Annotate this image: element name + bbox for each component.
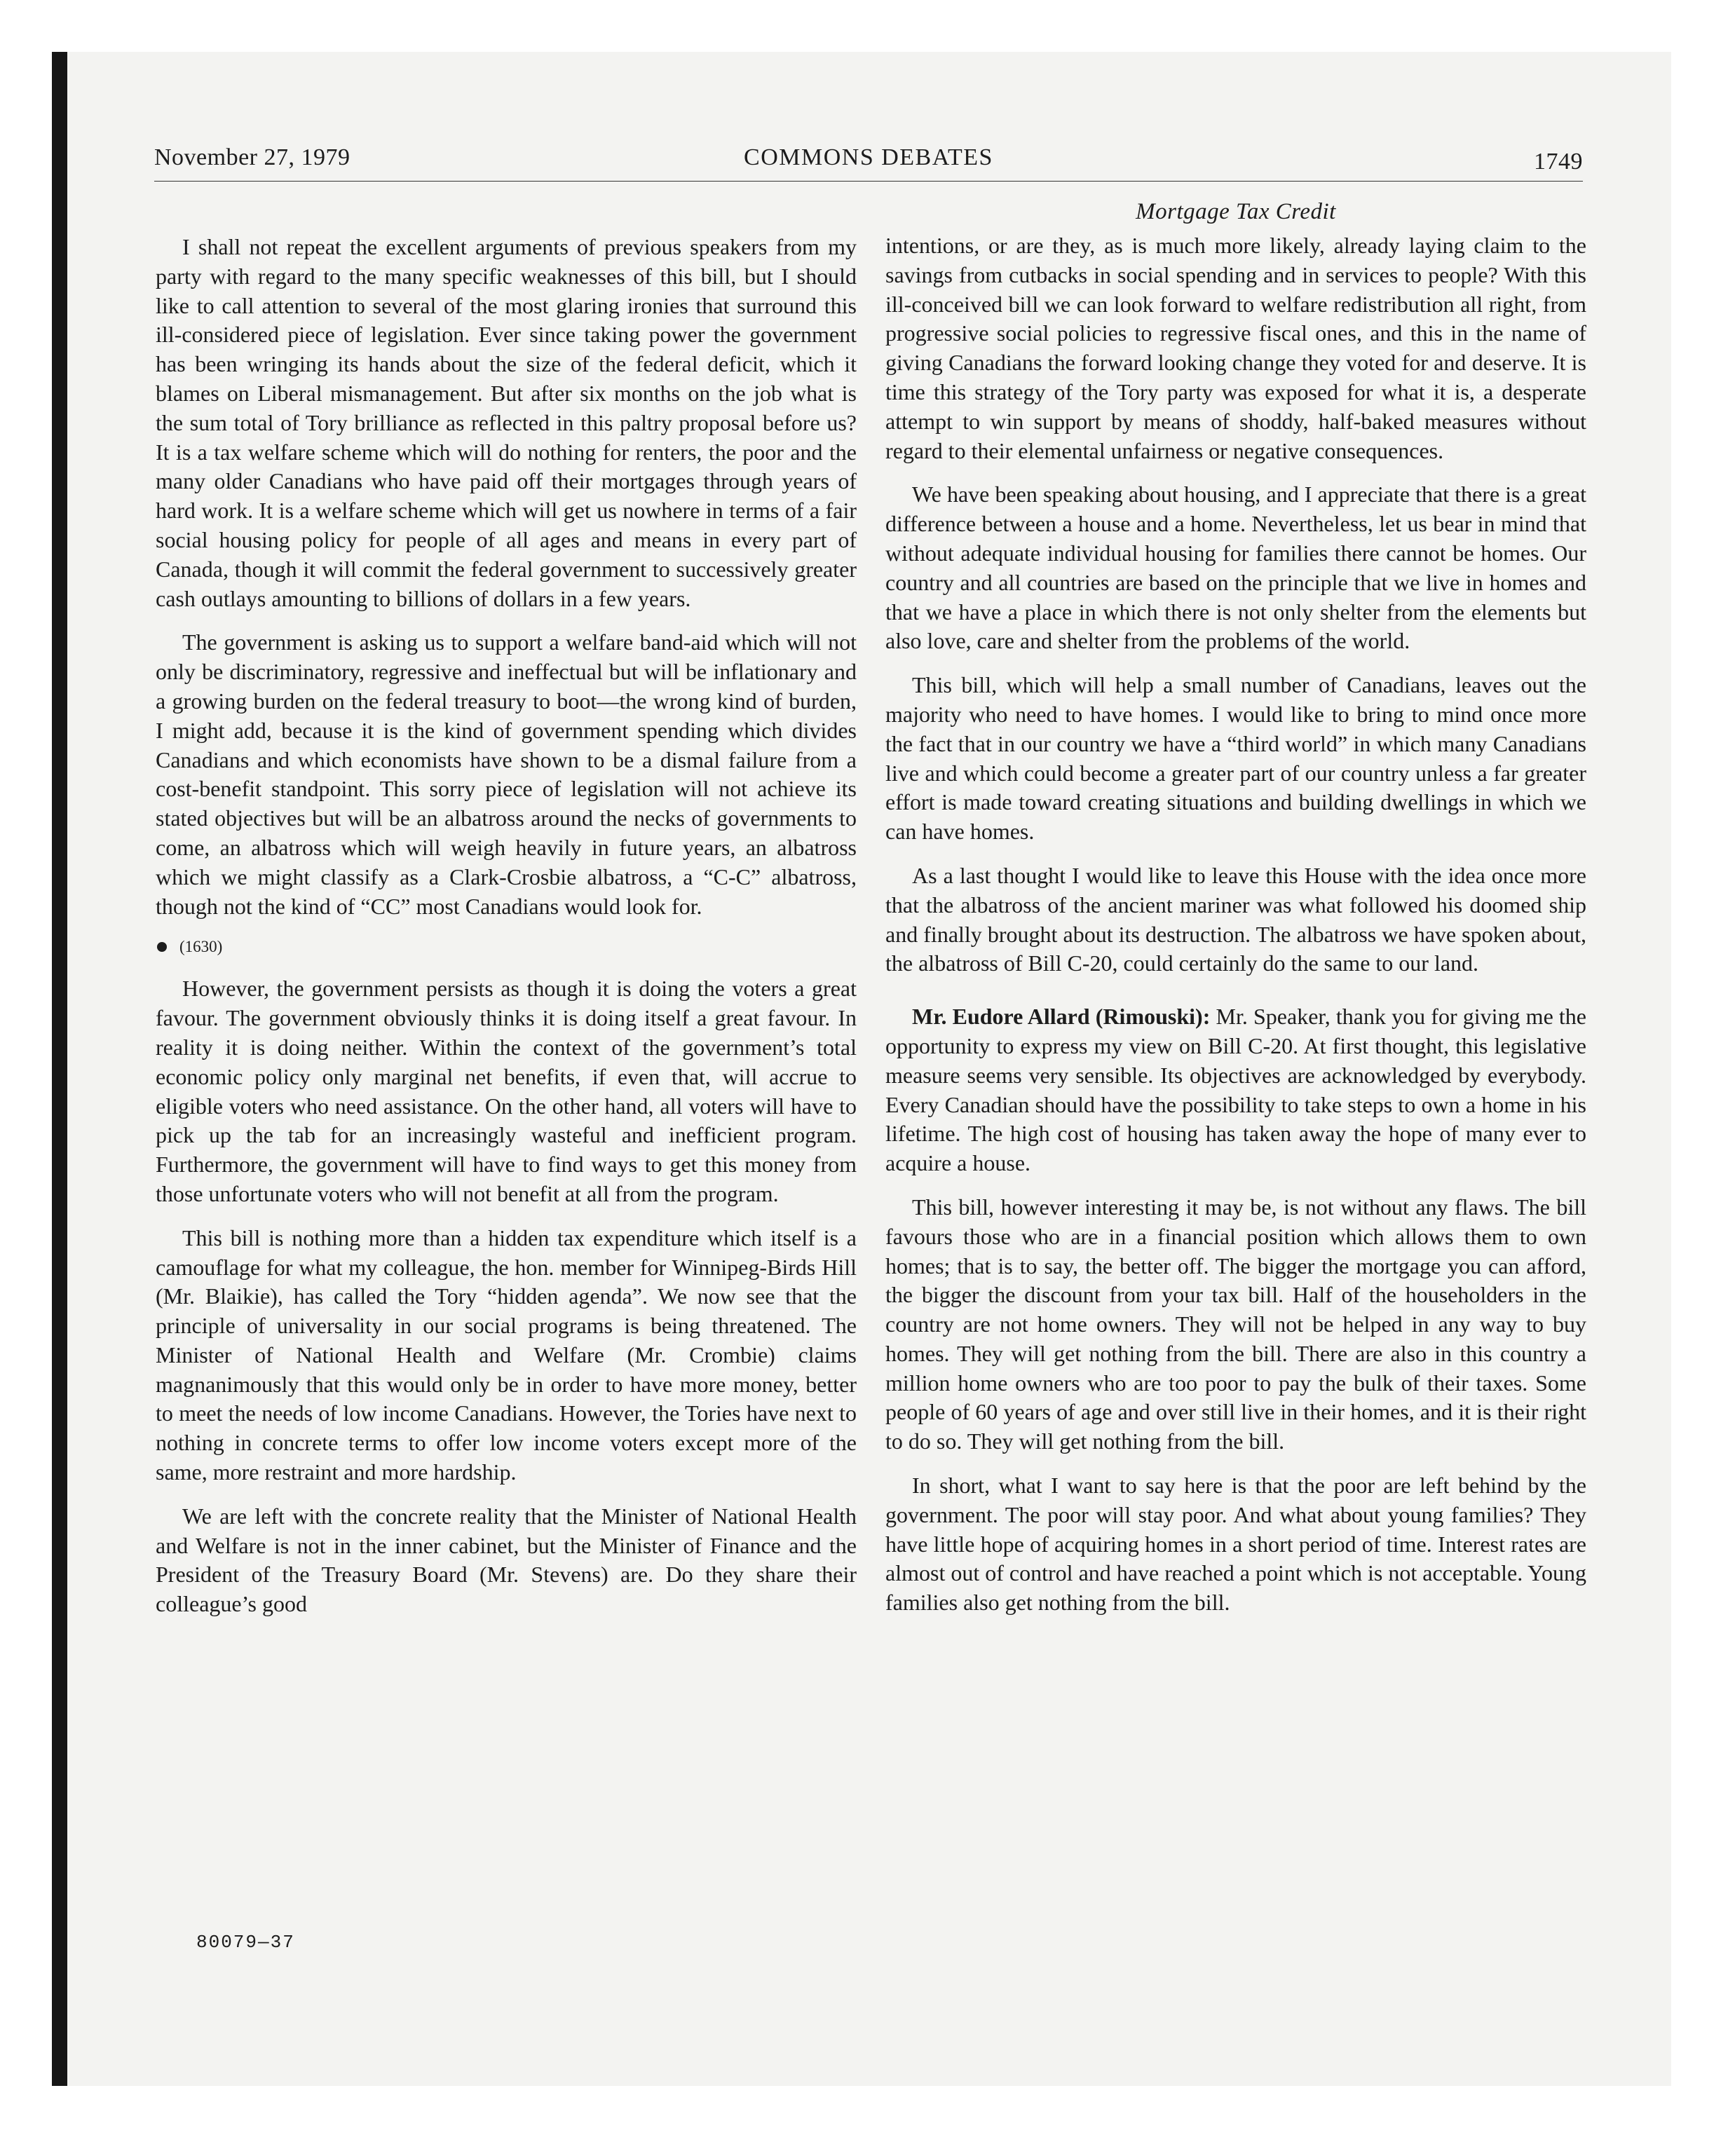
speaker-paragraph bbox=[885, 1002, 1586, 1178]
paragraph: However, the government persists as though it is doing the voters a great favour. The government obviously thinks it is doing itself a great favour. In reality it is doing neither. Within the context of the government’s total economic policy only marginal net benefits, if even that, will accrue to eligible voters who need assistance. On the other hand, all voters will have to pick up the tab for an increasingly wasteful and inefficient program. Furthermore, the government will have to find ways to get this money from those unfortunate voters who will not benefit at all from the program. bbox=[156, 976, 857, 1206]
running-head: Mortgage Tax Credit bbox=[1136, 199, 1336, 224]
paragraph: In short, what I want to say here is that the poor are left behind by the government. The poor will stay poor. And what about young families? They have little hope of acquiring homes in a short period of time. Interest rates are almost out of control and have reached a point which is not acceptable. Young families also get nothing from the bill. bbox=[885, 1473, 1586, 1616]
paragraph: We have been speaking about housing, and I appreciate that there is a great difference between a house and a home. Nevertheless, let us bear in mind that without adequate individual housing for families there cannot be homes. Our country and all countries are based on the principle that we live in homes and that we have a place in which there is not only shelter from the elements but also love, care and shelter from the problems of the world. bbox=[885, 482, 1586, 654]
scan-edge-bar bbox=[52, 52, 67, 2086]
paragraph: This bill, which will help a small number of Canadians, leaves out the majority who need to have homes. I would like to bring to mind once more the fact that in our country we have a “third world” in which many Canadians live and which could become a greater part of our country unless a far greater effort is made toward creating situations and building dwellings in which we can have homes. bbox=[885, 672, 1586, 845]
paragraph-continuation: intentions, or are they, as is much more likely, already laying claim to the savings from cutbacks in social spending and in services to people? With this ill-conceived bill we can look forward to welfare redistribution all right, from progressive social policies to regressive fiscal ones, and this in the name of giving Canadians the forward looking change they voted for and deserve. It is time this strategy of the Tory party was exposed for what it is, a desperate attempt to win support by means of shoddy, half-baked measures without regard to their elemental unfairness or negative consequences. bbox=[885, 233, 1586, 463]
time-marker bbox=[156, 936, 857, 957]
page-header bbox=[154, 140, 1583, 182]
header-date: November 27, 1979 bbox=[154, 144, 351, 170]
paragraph: I shall not repeat the excellent arguments of previous speakers from my party with regard to the many specific weaknesses of this bill, but I should like to call attention to several of the most glaring ironies that surround this ill-considered piece of legislation. Ever since taking power the government has been wringing its hands about the size of the federal deficit, which it blames on Liberal mismanagement. But after six months on the job what is the sum total of Tory brilliance as reflected in this paltry proposal before us? It is a tax welfare scheme which will do nothing for renters, the poor and the many older Canadians who have paid off their mortgages through years of hard work. It is a welfare scheme which will get us nowhere in terms of a fair social housing policy for people of all ages and means in every part of Canada, though it will commit the federal government to successively greater cash outlays amounting to billions of dollars in a few years. bbox=[156, 234, 857, 611]
speaker-name: Mr. Eudore Allard (Rimouski): bbox=[912, 1004, 1211, 1030]
left-column bbox=[156, 233, 857, 1634]
page-number: 1749 bbox=[1534, 149, 1583, 175]
print-code: 80079—37 bbox=[196, 1932, 295, 1953]
right-column bbox=[885, 231, 1586, 1632]
header-rule bbox=[154, 181, 1583, 182]
paragraph: This bill, however interesting it may be, is not without any flaws. The bill favours those who are in a financial position which allows them to own homes; that is to say, the better off. The bigger the mortgage you can afford, the bigger the discount from your tax bill. Half of the householders in the country are not home owners. They will not be helped in any way to buy homes. They will get nothing from the bill. There are also in this country a million home owners who are too poor to pay the bulk of their taxes. Some people of 60 years of age and over still live in their homes, and it is their right to do so. They will get nothing from the bill. bbox=[885, 1194, 1586, 1454]
time-marker-label: (1630) bbox=[179, 938, 223, 956]
bullet-icon bbox=[157, 942, 167, 952]
paragraph: The government is asking us to support a welfare band-aid which will not only be discriminatory, regressive and ineffectual but will be inflationary and a growing burden on the federal treasury to boot—the wrong kind of burden, I might add, because it is the kind of government spending which divides Canadians and which economists have shown to be a dismal failure from a cost-benefit standpoint. This sorry piece of legislation will not achieve its stated objectives but will be an albatross around the necks of governments to come, an albatross which will weigh heavily in future years, an albatross which we might classify as a Clark-Crosbie albatross, a “C-C” albatross, though not the kind of “CC” most Canadians would look for. bbox=[156, 629, 857, 919]
speaker-text: Mr. Speaker, thank you for giving me the opportunity to express my view on Bill C-20. At first thought, this legislative measure seems very sensible. Its objectives are acknowledged by everybody. Every Canadian should have the possibility to take steps to own a home in his lifetime. The high cost of housing has taken away the hope of many ever to acquire a house. bbox=[885, 1004, 1587, 1176]
paragraph: As a last thought I would like to leave this House with the idea once more that the albatross of the ancient mariner was what followed his doomed ship and finally brought about its destruction. The albatross we have spoken about, the albatross of Bill C-20, could certainly do the same to our land. bbox=[885, 862, 1586, 976]
paragraph: We are left with the concrete reality that the Minister of National Health and Welfare is not in the inner cabinet, but the Minister of Finance and the President of the Treasury Board (Mr. Stevens) are. Do they share their colleague’s good bbox=[156, 1503, 857, 1617]
header-title: COMMONS DEBATES bbox=[744, 144, 993, 170]
paragraph: This bill is nothing more than a hidden tax expenditure which itself is a camouflage for what my colleague, the hon. member for Winnipeg-Birds Hill (Mr. Blaikie), has called the Tory “hidden agenda”. We now see that the principle of universality in our social programs is being threatened. The Minister of National Health and Welfare (Mr. Crombie) claims magnanimously that this would only be in order to have more money, better to meet the needs of low income Canadians. However, the Tories have next to nothing in concrete terms to offer low income voters except more of the same, more restraint and more hardship. bbox=[156, 1224, 857, 1485]
